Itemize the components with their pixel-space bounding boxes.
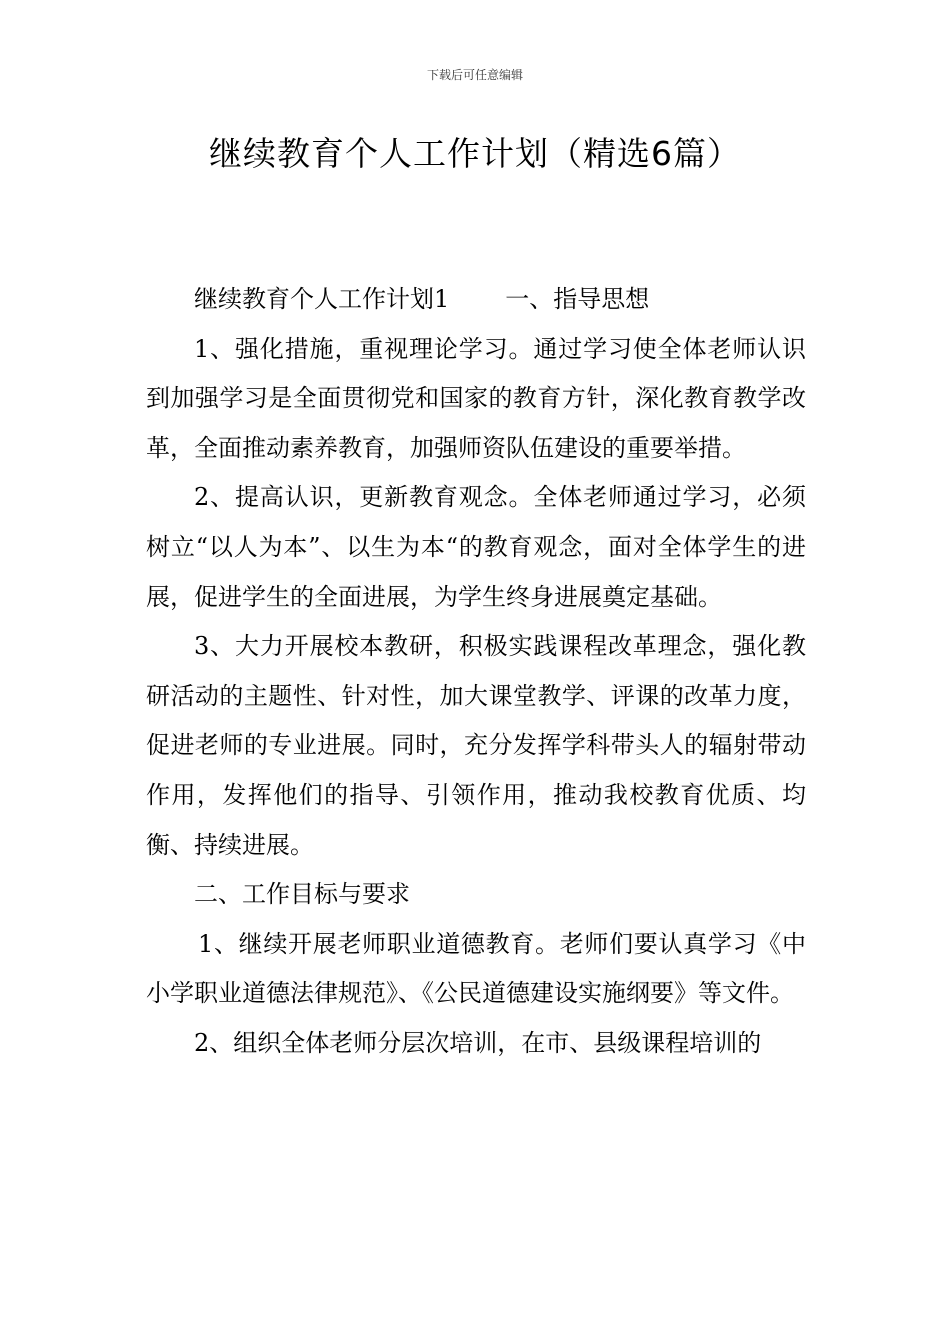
document-body — [146, 275, 806, 1069]
header-note: 下载后可任意编辑 — [426, 68, 523, 82]
section-heading-subtitle: 一、指导思想 — [505, 285, 650, 313]
section-heading — [146, 275, 806, 325]
paragraph-4: 1、继续开展老师职业道德教育。老师们要认真学习《中小学职业道德法律规范》、《公民道德建设实施纲要》等文件。 — [146, 929, 806, 1008]
paragraph-1: 1、强化措施，重视理论学习。通过学习使全体老师认识到加强学习是全面贯彻党和国家的教育方针，深化教育教学改革，全面推动素养教育，加强师资队伍建设的重要举措。 — [146, 334, 806, 462]
subsection-heading: 二、工作目标与要求 — [194, 880, 410, 909]
section-heading-title: 继续教育个人工作计划1 — [194, 285, 450, 313]
paragraph-5: 2、组织全体老师分层次培训，在市、县级课程培训的 — [194, 1028, 762, 1057]
paragraph-3: 3、大力开展校本教研，积极实践课程改革理念，强化教研活动的主题性、针对性，加大课堂教学、评课的改革力度，促进老师的专业进展。同时，充分发挥学科带头人的辐射带动作用，发挥他们的指导、引领作用，推动我校教育优质、均衡、持续进展。 — [146, 632, 806, 859]
document-title: 继续教育个人工作计划（精选6篇） — [209, 134, 741, 173]
paragraph-2: 2、提高认识，更新教育观念。全体老师通过学习，必须树立“以人为本”、以生为本“的教育观念，面对全体学生的进展，促进学生的全面进展，为学生终身进展奠定基础。 — [146, 483, 806, 611]
